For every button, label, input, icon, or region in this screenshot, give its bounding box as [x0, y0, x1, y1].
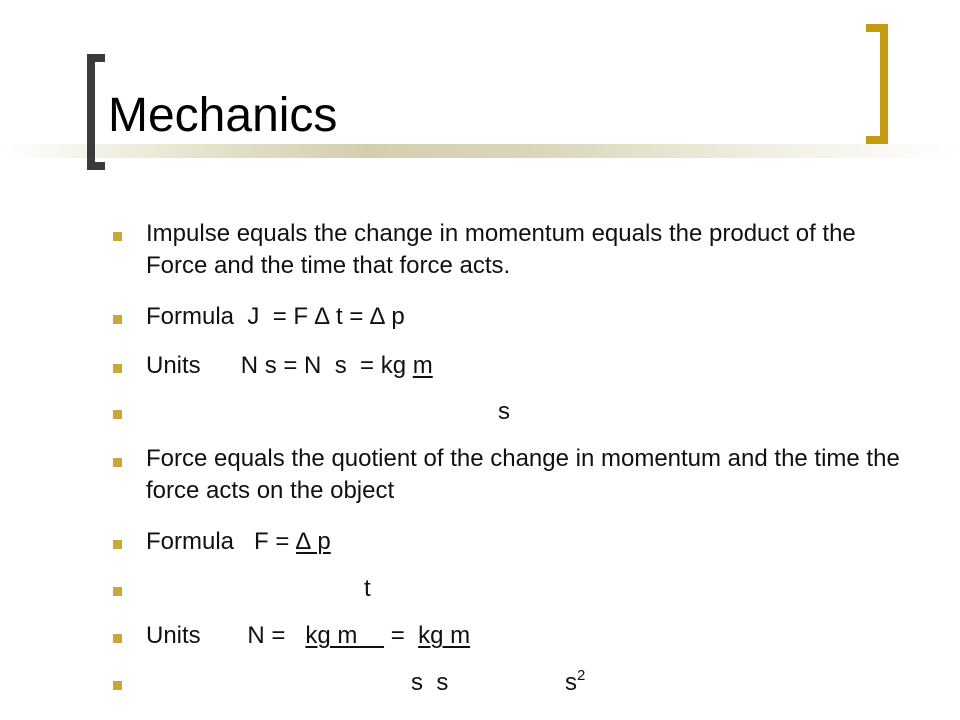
formula-label: Formula F = — [146, 528, 297, 555]
slide-title: Mechanics — [108, 89, 338, 142]
delta-symbol: ∆ — [314, 303, 330, 330]
bullet-marker — [113, 364, 122, 373]
bullet-marker — [113, 587, 122, 596]
list-item-force-units — [146, 620, 470, 652]
bullet-marker — [113, 540, 122, 549]
formula-end: p — [384, 303, 405, 330]
list-item-units-denominators — [411, 667, 448, 699]
list-item-impulse-definition: Impulse equals the change in momentum equals the product of the Force and the time that force acts. — [146, 220, 856, 279]
list-item-formula-denominator: t — [364, 575, 371, 602]
units-label: Units N s = N s = kg — [146, 352, 413, 379]
bullet-marker — [113, 232, 122, 241]
bullet-marker — [113, 681, 122, 690]
list-item-impulse-formula — [146, 301, 405, 333]
units-label: Units N = — [146, 622, 306, 649]
list-item-impulse-units — [146, 350, 433, 382]
list-item-units-denominator: s — [498, 398, 510, 425]
list-item-force-definition: Force equals the quotient of the change in momentum and the time the force acts on the object — [146, 445, 900, 504]
denominator-s-s: s s — [411, 669, 449, 696]
formula-label: Formula J = F — [146, 303, 315, 330]
s-base: s — [565, 669, 577, 696]
units-numerator-1: kg m — [305, 622, 385, 649]
formula-mid: t = — [329, 303, 371, 330]
bullet-marker — [113, 410, 122, 419]
units-numerator: m — [412, 352, 433, 379]
bullet-marker — [113, 458, 122, 467]
bullet-marker — [113, 315, 122, 324]
units-numerator-2: kg m — [418, 622, 471, 649]
denominator-s-squared — [565, 667, 585, 699]
exponent: 2 — [577, 667, 586, 684]
delta-symbol: ∆ — [370, 303, 385, 330]
formula-numerator: ∆ p — [296, 528, 331, 555]
list-item-force-formula — [146, 526, 331, 558]
bullet-marker — [113, 634, 122, 643]
equals-sign: = — [384, 622, 419, 649]
